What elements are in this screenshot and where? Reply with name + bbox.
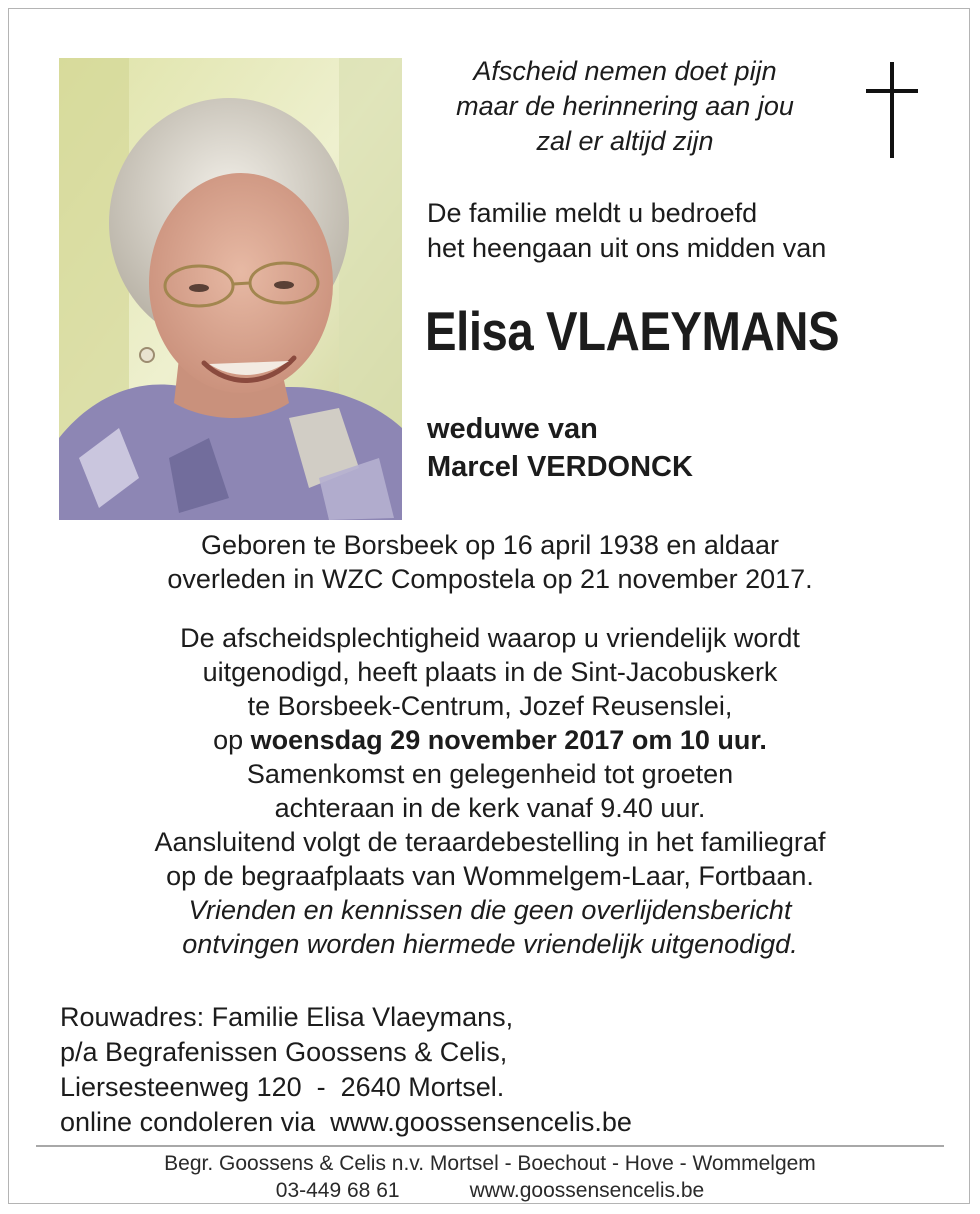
portrait-photo [59, 58, 402, 520]
memorial-verse [405, 54, 845, 159]
funeral-line: Samenkomst en gelegenheid tot groeten [246, 759, 734, 789]
address-line: p/a Begrafenissen Goossens & Celis, [60, 1037, 508, 1067]
mourning-address [60, 1000, 632, 1140]
funeral-date-line [0, 723, 980, 757]
funeral-line: De afscheidsplechtigheid waarop u vriendelijk wordt [180, 623, 800, 653]
funeral-line: op de begraafplaats van Wommelgem-Laar, Fortbaan. [166, 861, 814, 891]
divider [36, 1145, 944, 1147]
funeral-line: uitgenodigd, heeft plaats in de Sint-Jacobuskerk [202, 657, 778, 687]
funeral-details [0, 621, 980, 961]
invitation-line: ontvingen worden hiermede vriendelijk uitgenodigd. [182, 929, 798, 959]
address-line: Rouwadres: Familie Elisa Vlaeymans, [60, 1002, 514, 1032]
footer-line: Begr. Goossens & Celis n.v. Mortsel - Boechout - Hove - Wommelgem [164, 1152, 816, 1175]
died-line: overleden in WZC Compostela op 21 november 2017. [167, 564, 813, 594]
verse-line: maar de herinnering aan jou [456, 91, 794, 121]
condolence-line: online condoleren via www.goossensencelis.be [60, 1107, 632, 1137]
verse-line: Afscheid nemen doet pijn [473, 56, 777, 86]
birth-death-info [0, 528, 980, 596]
intro-line: De familie meldt u bedroefd [427, 198, 758, 228]
funeral-line: te Borsbeek-Centrum, Jozef Reusenslei, [247, 691, 733, 721]
footer-contact: 03-449 68 61 www.goossensencelis.be [275, 1179, 705, 1202]
widow-line: weduwe van [427, 413, 598, 445]
born-line: Geboren te Borsbeek op 16 april 1938 en aldaar [201, 530, 779, 560]
funeral-home-footer [0, 1150, 980, 1204]
announcement-intro [427, 196, 826, 266]
cross-icon [862, 62, 922, 158]
funeral-date-prefix: op [213, 725, 251, 755]
funeral-line: achteraan in de kerk vanaf 9.40 uur. [274, 793, 706, 823]
funeral-line: Aansluitend volgt de teraardebestelling in het familiegraf [154, 827, 826, 857]
spouse-name: Marcel VERDONCK [427, 451, 693, 483]
verse-line: zal er altijd zijn [536, 126, 714, 156]
widow-of [427, 410, 693, 486]
address-line: Liersesteenweg 120 - 2640 Mortsel. [60, 1072, 505, 1102]
intro-line: het heengaan uit ons midden van [427, 233, 827, 263]
invitation-line: Vrienden en kennissen die geen overlijdensbericht [188, 895, 792, 925]
funeral-date: woensdag 29 november 2017 om 10 uur. [250, 725, 767, 755]
deceased-name: Elisa VLAEYMANS [425, 300, 840, 362]
